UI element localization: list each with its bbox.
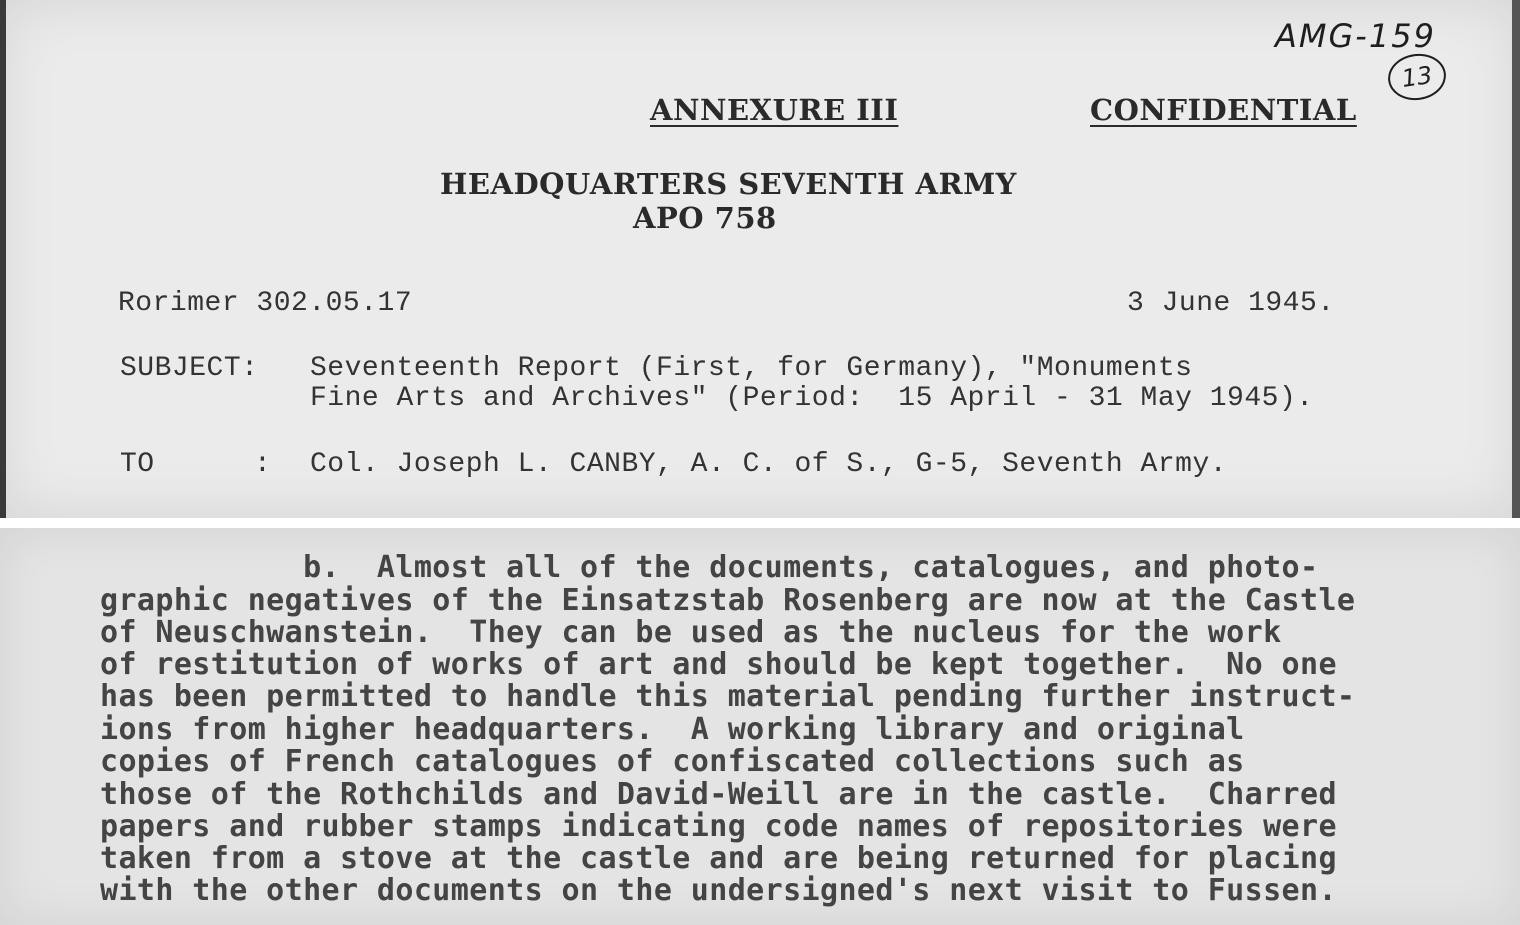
excerpt-line: ions from higher headquarters. A working library and original	[100, 712, 1245, 747]
excerpt-line: those of the Rothchilds and David-Weill are in the castle. Charred	[100, 777, 1337, 812]
annexure-heading: ANNEXURE III	[650, 93, 899, 127]
classification-heading: CONFIDENTIAL	[1090, 93, 1357, 127]
panel-divider	[0, 518, 1520, 528]
hq-heading: HEADQUARTERS SEVENTH ARMY	[440, 167, 1017, 201]
excerpt-line: of Neuschwanstein. They can be used as the nucleus for the work	[100, 615, 1282, 650]
excerpt-line: of restitution of works of art and should be kept together. No one	[100, 647, 1337, 682]
subject-label: SUBJECT:	[120, 353, 259, 384]
excerpt-line: with the other documents on the undersigned's next visit to Fussen.	[100, 873, 1337, 908]
to-label: TO	[120, 449, 155, 480]
excerpt-line: has been permitted to handle this material pending further instruct-	[100, 679, 1356, 714]
excerpt-line: b. Almost all of the documents, catalogues, and photo-	[100, 550, 1319, 585]
to-colon: :	[254, 449, 272, 480]
circled-page-number	[1385, 50, 1449, 104]
subject-line-1: Seventeenth Report (First, for Germany), "Monuments	[310, 353, 1193, 384]
to-recipient: Col. Joseph L. CANBY, A. C. of S., G-5, Seventh Army.	[310, 449, 1228, 480]
excerpt-line: papers and rubber stamps indicating code names of repositories were	[100, 809, 1337, 844]
apo-heading: APO 758	[633, 201, 777, 235]
excerpt-line: graphic negatives of the Einsatzstab Rosenberg are now at the Castle	[100, 583, 1356, 618]
circled-page-number-text: 13	[1399, 61, 1435, 93]
reference-number: Rorimer 302.05.17	[118, 288, 413, 319]
subject-line-2: Fine Arts and Archives" (Period: 15 April - 31 May 1945).	[310, 383, 1314, 414]
handwritten-reference: AMG-159	[1275, 17, 1436, 55]
body-excerpt-panel	[0, 528, 1520, 925]
excerpt-line: copies of French catalogues of confiscated collections such as	[100, 744, 1245, 779]
memo-date: 3 June 1945.	[1127, 288, 1335, 319]
excerpt-line: taken from a stove at the castle and are being returned for placing	[100, 841, 1337, 876]
